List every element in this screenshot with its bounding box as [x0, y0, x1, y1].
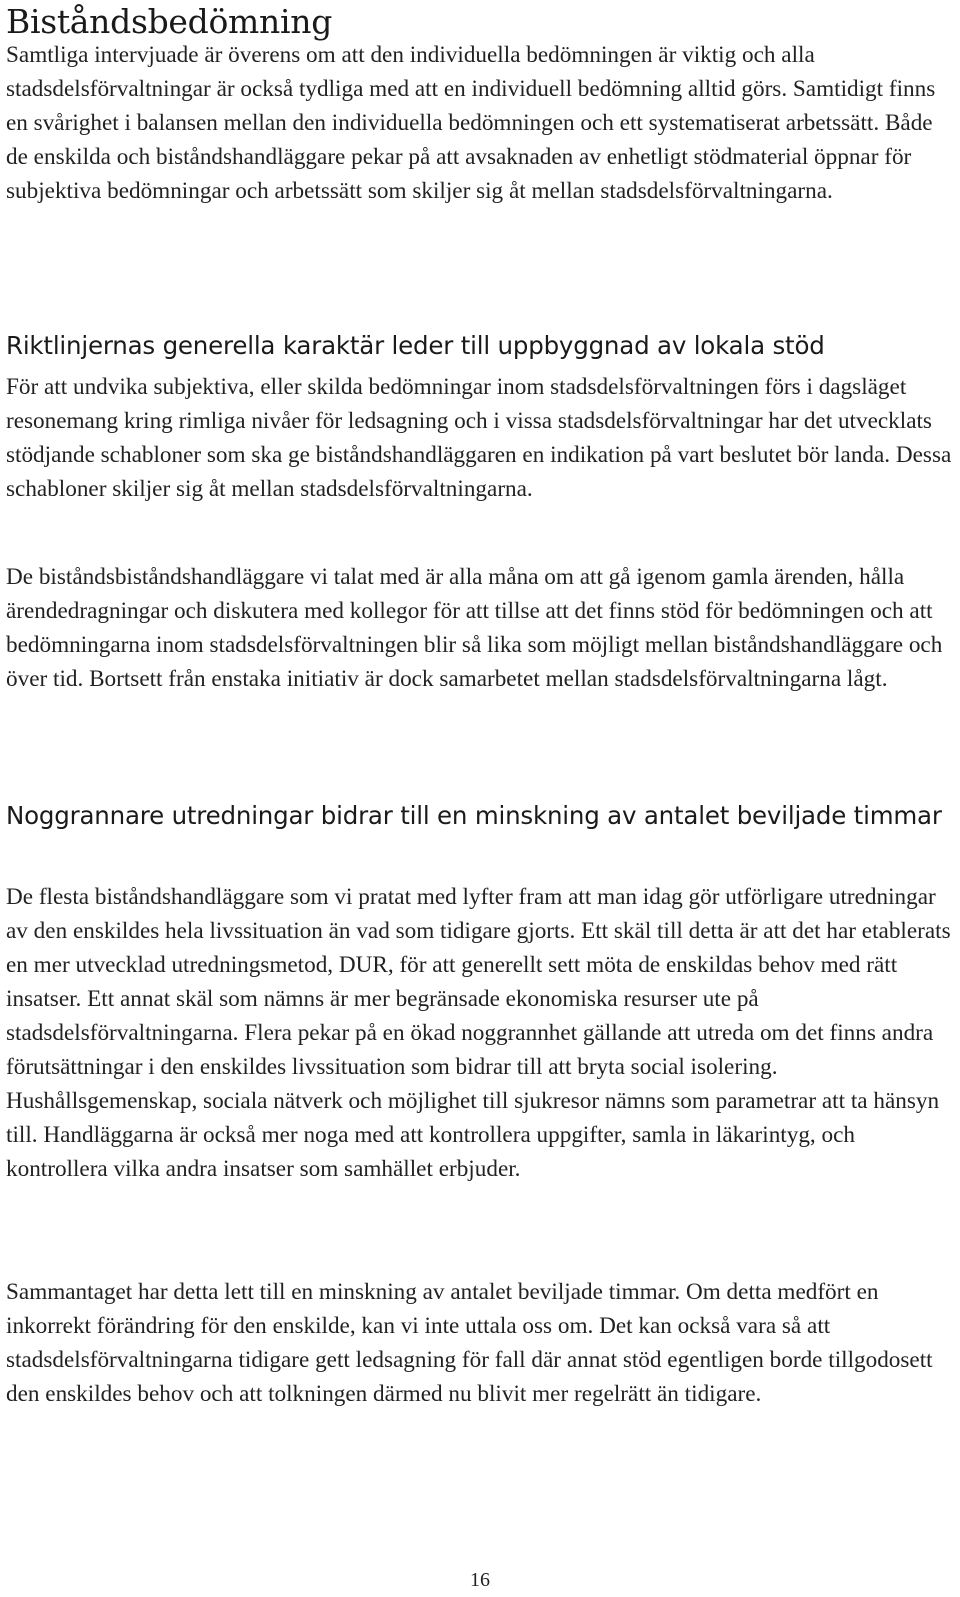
paragraph-utredningar-2: Sammantaget har detta lett till en minskning av antalet beviljade timmar. Om detta medfört en inkorrekt förändring för den enskilde, kan vi inte uttala oss om. Det kan också vara så att stadsdelsförvaltningarna tidigare gett ledsagning för fall där annat stöd egentligen borde tillgodosett den enskildes behov och att tolkningen därmed nu blivit mer regelrätt än tidigare. [6, 1279, 933, 1407]
section-heading-utredningar: Noggrannare utredningar bidrar till en minskning av antalet beviljade timmar [6, 801, 942, 830]
paragraph-intro: Samtliga intervjuade är överens om att den individuella bedömningen är viktig och alla stadsdelsförvaltningar är också tydliga med att en individuell bedömning alltid görs. Samtidigt finns en svårighet i balansen mellan den individuella bedömningen och ett systematiserat arbetssätt. Både de enskilda och biståndshandläggare pekar på att avsaknaden av enhetligt stödmaterial öppnar för subjektiva bedömningar och arbetssätt som skiljer sig åt mellan stadsdelsförvaltningarna. [6, 42, 936, 204]
paragraph-riktlinjer-1: För att undvika subjektiva, eller skilda bedömningar inom stadsdelsförvaltningen förs i dagsläget resonemang kring rimliga nivåer för ledsagning och i vissa stadsdelsförvaltningar har det utvecklats stödjande schabloner som ska ge biståndshandläggaren en indikation på vart beslutet bör landa. Dessa schabloner skiljer sig åt mellan stadsdelsförvaltningarna. [6, 374, 952, 502]
paragraph-utredningar-1: De flesta biståndshandläggare som vi pratat med lyfter fram att man idag gör utförligare utredningar av den enskildes hela livssituation än vad som tidigare gjorts. Ett skäl till detta är att det har etablerats en mer utvecklad utredningsmetod, DUR, för att generellt sett möta de enskildas behov med rätt insatser. Ett annat skäl som nämns är mer begränsade ekonomiska resurser ute på stadsdelsförvaltningarna. Flera pekar på en ökad noggrannhet gällande att utreda om det finns andra förutsättningar i den enskildes livssituation som bidrar till att bryta social isolering. Hushållsgemenskap, sociala nätverk och möjlighet till sjukresor nämns som parametrar att ta hänsyn till. Handläggarna är också mer noga med att kontrollera uppgifter, samla in läkarintyg, och kontrollera vilka andra insatser som samhället erbjuder. [6, 884, 951, 1182]
paragraph-riktlinjer-2: De biståndsbiståndshandläggare vi talat med är alla måna om att gå igenom gamla ärenden, hålla ärendedragningar och diskutera med kollegor för att tillse att det finns stöd för bedömningen och att bedömningarna inom stadsdelsförvaltningen blir så lika som möjligt mellan biståndshandläggare och över tid. Bortsett från enstaka initiativ är dock samarbetet mellan stadsdelsförvaltningarna lågt. [6, 564, 943, 692]
page-title: Biståndsbedömning [6, 2, 333, 41]
page-number: 16 [470, 1569, 490, 1591]
section-heading-riktlinjer: Riktlinjernas generella karaktär leder till uppbyggnad av lokala stöd [6, 331, 825, 360]
